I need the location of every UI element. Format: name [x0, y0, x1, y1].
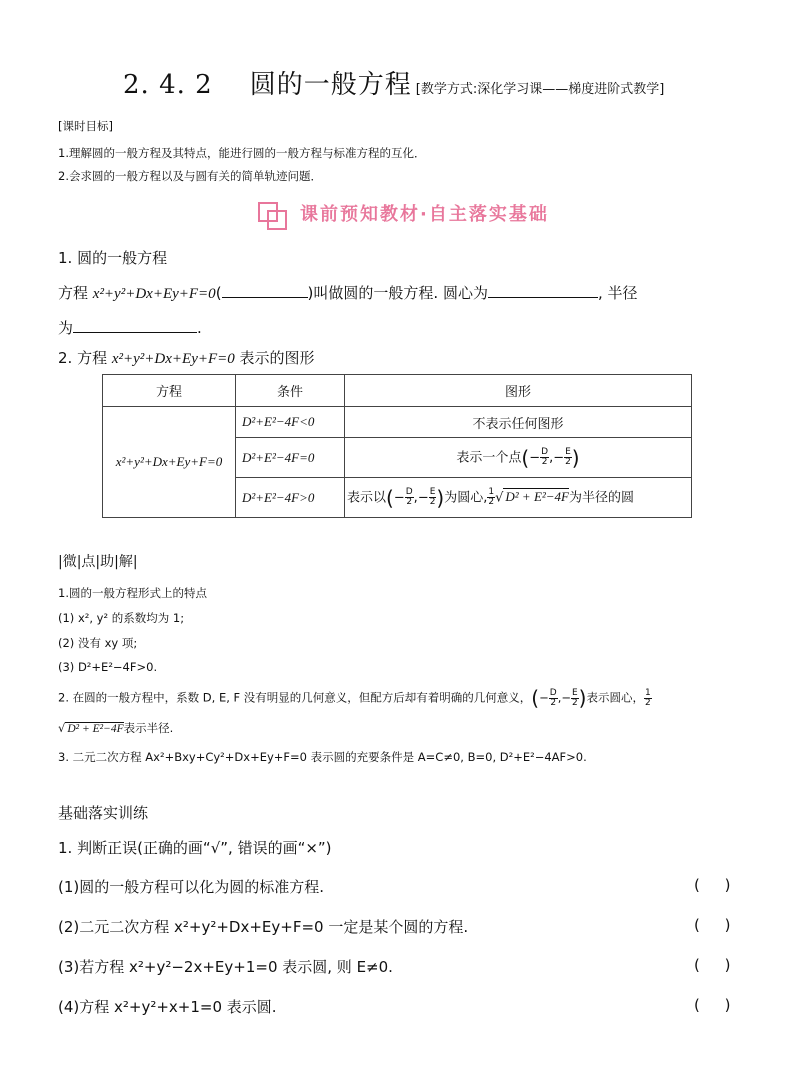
tips-item: 3. 二元二次方程 Ax²+Bxy+Cy²+Dx+Ey+F=0 表示圆的充要条件是 A=C≠0, B=0, D²+E²−4AF>0. — [58, 750, 587, 764]
tips-sub: (2) 没有 xy 项; — [58, 636, 138, 650]
section1-line1: 方程 x²+y²+Dx+Ey+F=0( )叫做圆的一般方程. 圆心为 , 半径 — [58, 284, 638, 302]
answer-bracket[interactable]: ( ) — [694, 996, 741, 1014]
answer-blank-center[interactable] — [488, 283, 598, 298]
section-banner: 课前预知教材·自主落实基础 — [300, 204, 549, 225]
section-name: 圆的一般方程 — [249, 70, 412, 100]
tips-item: 1.圆的一般方程形式上的特点 — [58, 586, 207, 600]
tips-sub: (3) D²+E²−4F>0. — [58, 660, 158, 674]
goals-heading: [课时目标] — [58, 119, 113, 133]
table-header: 条件 — [236, 375, 345, 407]
section-number: 2. 4. 2 — [123, 70, 213, 100]
answer-bracket[interactable]: ( ) — [694, 956, 741, 974]
question-item: (3)若方程 x²+y²−2x+Ey+1=0 表示圆, 则 E≠0. — [58, 958, 393, 976]
tips-heading: |微|点|助|解| — [58, 554, 138, 570]
answer-blank-radius[interactable] — [73, 318, 197, 333]
goal-item: 2.会求圆的一般方程以及与圆有关的简单轨迹问题． — [58, 169, 322, 183]
table-figure: 表示以(− $\frac{D}{2}$ ,− $\frac{E}{2}$ )为圆心, $\frac{1}{2}$ √ D² + E²−4F为半径的圆 — [345, 478, 692, 518]
table-header: 图形 — [345, 375, 692, 407]
general-equation: x²+y²+Dx+Ey+F=0 — [92, 286, 216, 302]
page-title — [123, 64, 664, 101]
answer-bracket[interactable]: ( ) — [694, 876, 741, 894]
question-item: (2)二元二次方程 x²+y²+Dx+Ey+F=0 一定是某个圆的方程. — [58, 918, 469, 936]
table-figure: 表示一个点(− $\frac{D}{2}$ ,− $\frac{E}{2}$ ) — [345, 438, 692, 478]
tips-item: 2. 在圆的一般方程中，系数 D, E, F 没有明显的几何意义，但配方后却有着明确的几何意义，(− $\frac{D}{2}$ ,− $\frac{E}{2}$ )表示圆心， $\frac{1}{2}$ — [58, 686, 651, 710]
table-equation-cell: x²+y²+Dx+Ey+F=0 — [103, 407, 236, 518]
question-item: (1)圆的一般方程可以化为圆的标准方程. — [58, 878, 325, 896]
table-condition: D²+E²−4F>0 — [236, 478, 345, 518]
tips-sub: (1) x², y² 的系数均为 1; — [58, 611, 185, 625]
tips-item-cont: √ D² + E²−4F表示半径. — [58, 721, 174, 735]
practice-intro: 1. 判断正误(正确的画“√”, 错误的画“×”) — [58, 839, 332, 857]
condition-table — [102, 374, 692, 518]
section2-heading: 2. 方程 x²+y²+Dx+Ey+F=0 表示的图形 — [58, 349, 315, 367]
section1-heading: 1. 圆的一般方程 — [58, 249, 168, 267]
table-figure: 不表示任何图形 — [345, 407, 692, 438]
table-header: 方程 — [103, 375, 236, 407]
teaching-mode: [教学方式:深化学习课——梯度进阶式教学] — [415, 82, 665, 97]
section1-line2: 为 . — [58, 319, 202, 337]
table-condition: D²+E²−4F=0 — [236, 438, 345, 478]
question-item: (4)方程 x²+y²+x+1=0 表示圆. — [58, 998, 277, 1016]
practice-heading: 基础落实训练 — [58, 804, 149, 822]
answer-bracket[interactable]: ( ) — [694, 916, 741, 934]
table-condition: D²+E²−4F<0 — [236, 407, 345, 438]
answer-blank-condition[interactable] — [222, 283, 308, 298]
goal-item: 1.理解圆的一般方程及其特点，能进行圆的一般方程与标准方程的互化． — [58, 146, 426, 160]
overlapping-squares-icon — [257, 201, 291, 231]
